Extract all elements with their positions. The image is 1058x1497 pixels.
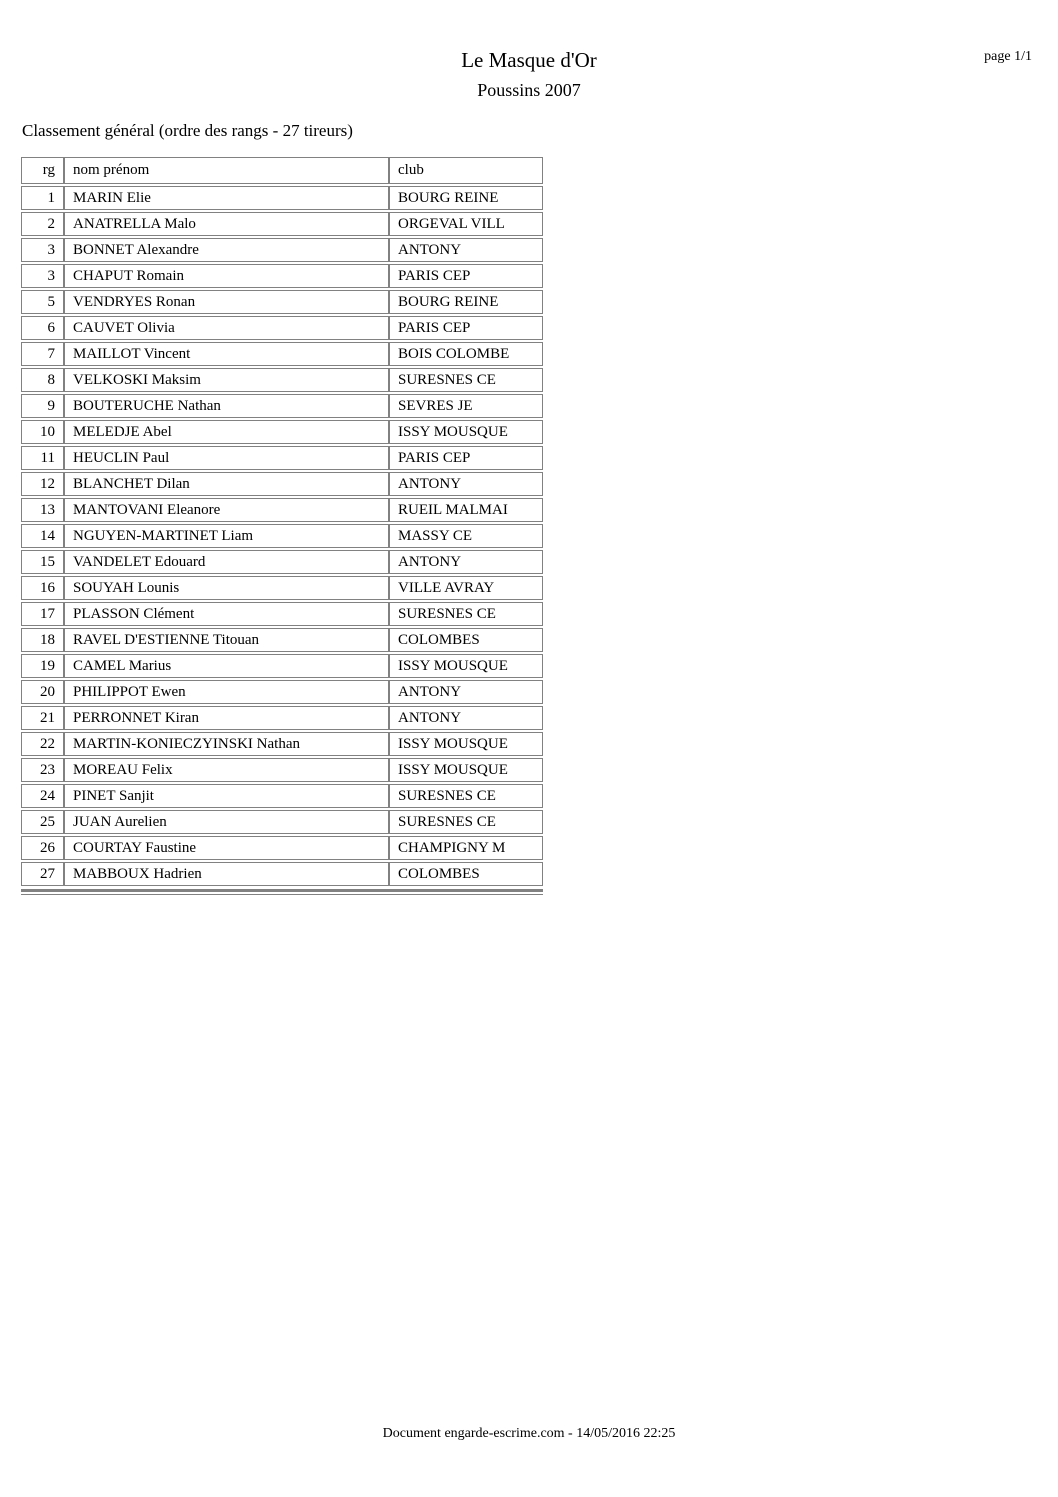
club-cell: ORGEVAL VILL [389,212,543,236]
rank-cell: 22 [21,732,64,756]
rank-cell: 21 [21,706,64,730]
club-cell: MASSY CE [389,524,543,548]
page-subtitle: Poussins 2007 [477,80,581,100]
ranking-table [21,155,543,888]
rank-cell: 13 [21,498,64,522]
table-row [21,342,543,366]
name-cell: ANATRELLA Malo [64,212,389,236]
club-cell: ISSY MOUSQUE [389,654,543,678]
rank-cell: 10 [21,420,64,444]
table-row [21,732,543,756]
table-row [21,316,543,340]
name-cell: HEUCLIN Paul [64,446,389,470]
table-row [21,628,543,652]
club-cell: SURESNES CE [389,602,543,626]
rank-cell: 17 [21,602,64,626]
club-cell: ANTONY [389,706,543,730]
name-cell: PERRONNET Kiran [64,706,389,730]
table-row [21,706,543,730]
table-row [21,498,543,522]
table-row [21,550,543,574]
club-cell: ISSY MOUSQUE [389,420,543,444]
name-cell: MARIN Elie [64,186,389,210]
table-row [21,264,543,288]
name-cell: BOUTERUCHE Nathan [64,394,389,418]
table-row [21,290,543,314]
rank-cell: 26 [21,836,64,860]
club-cell: ANTONY [389,680,543,704]
rank-cell: 16 [21,576,64,600]
club-cell: PARIS CEP [389,264,543,288]
rank-cell: 9 [21,394,64,418]
header-cell-name: nom prénom [64,157,389,184]
club-cell: COLOMBES [389,628,543,652]
header-cell-rank: rg [21,157,64,184]
table-row [21,186,543,210]
name-cell: VELKOSKI Maksim [64,368,389,392]
rank-cell: 2 [21,212,64,236]
table-row [21,446,543,470]
name-cell: JUAN Aurelien [64,810,389,834]
ranking-table-body [21,186,543,886]
table-row [21,810,543,834]
club-cell: SURESNES CE [389,784,543,808]
table-row [21,524,543,548]
name-cell: COURTAY Faustine [64,836,389,860]
name-cell: MOREAU Felix [64,758,389,782]
page-indicator: page 1/1 [984,49,1032,64]
name-cell: MELEDJE Abel [64,420,389,444]
header-cell-club: club [389,157,543,184]
ranking-table-container [21,155,543,895]
rank-cell: 23 [21,758,64,782]
rank-cell: 11 [21,446,64,470]
name-cell: RAVEL D'ESTIENNE Titouan [64,628,389,652]
rank-cell: 5 [21,290,64,314]
name-cell: SOUYAH Lounis [64,576,389,600]
table-row [21,368,543,392]
table-row [21,472,543,496]
rank-cell: 12 [21,472,64,496]
club-cell: BOURG REINE [389,290,543,314]
club-cell: SEVRES JE [389,394,543,418]
rank-cell: 20 [21,680,64,704]
club-cell: PARIS CEP [389,446,543,470]
name-cell: CAMEL Marius [64,654,389,678]
rank-cell: 24 [21,784,64,808]
table-row [21,680,543,704]
club-cell: RUEIL MALMAI [389,498,543,522]
rank-cell: 7 [21,342,64,366]
table-row [21,212,543,236]
name-cell: BLANCHET Dilan [64,472,389,496]
table-row [21,862,543,886]
rank-cell: 25 [21,810,64,834]
page-title: Le Masque d'Or [461,48,597,72]
table-row [21,420,543,444]
rank-cell: 14 [21,524,64,548]
name-cell: MARTIN-KONIECZYINSKI Nathan [64,732,389,756]
club-cell: PARIS CEP [389,316,543,340]
rank-cell: 8 [21,368,64,392]
club-cell: ISSY MOUSQUE [389,758,543,782]
section-heading: Classement général (ordre des rangs - 27 tireurs) [22,121,353,140]
name-cell: NGUYEN-MARTINET Liam [64,524,389,548]
name-cell: VENDRYES Ronan [64,290,389,314]
name-cell: PINET Sanjit [64,784,389,808]
table-row [21,238,543,262]
club-cell: SURESNES CE [389,368,543,392]
name-cell: PHILIPPOT Ewen [64,680,389,704]
club-cell: ANTONY [389,550,543,574]
name-cell: CHAPUT Romain [64,264,389,288]
page-footer: Document engarde-escrime.com - 14/05/2016 22:25 [382,1426,676,1441]
rank-cell: 6 [21,316,64,340]
rank-cell: 3 [21,238,64,262]
rank-cell: 15 [21,550,64,574]
rank-cell: 19 [21,654,64,678]
rank-cell: 18 [21,628,64,652]
club-cell: SURESNES CE [389,810,543,834]
table-row [21,784,543,808]
club-cell: ISSY MOUSQUE [389,732,543,756]
table-row [21,836,543,860]
table-row [21,758,543,782]
club-cell: VILLE AVRAY [389,576,543,600]
club-cell: CHAMPIGNY M [389,836,543,860]
table-row [21,654,543,678]
table-header-row [21,157,543,184]
club-cell: ANTONY [389,472,543,496]
name-cell: PLASSON Clément [64,602,389,626]
table-bottom-rule [21,889,543,895]
club-cell: BOURG REINE [389,186,543,210]
club-cell: COLOMBES [389,862,543,886]
club-cell: BOIS COLOMBE [389,342,543,366]
name-cell: CAUVET Olivia [64,316,389,340]
name-cell: VANDELET Edouard [64,550,389,574]
table-row [21,576,543,600]
rank-cell: 27 [21,862,64,886]
name-cell: BONNET Alexandre [64,238,389,262]
table-row [21,394,543,418]
name-cell: MAILLOT Vincent [64,342,389,366]
name-cell: MANTOVANI Eleanore [64,498,389,522]
rank-cell: 3 [21,264,64,288]
club-cell: ANTONY [389,238,543,262]
rank-cell: 1 [21,186,64,210]
table-row [21,602,543,626]
name-cell: MABBOUX Hadrien [64,862,389,886]
